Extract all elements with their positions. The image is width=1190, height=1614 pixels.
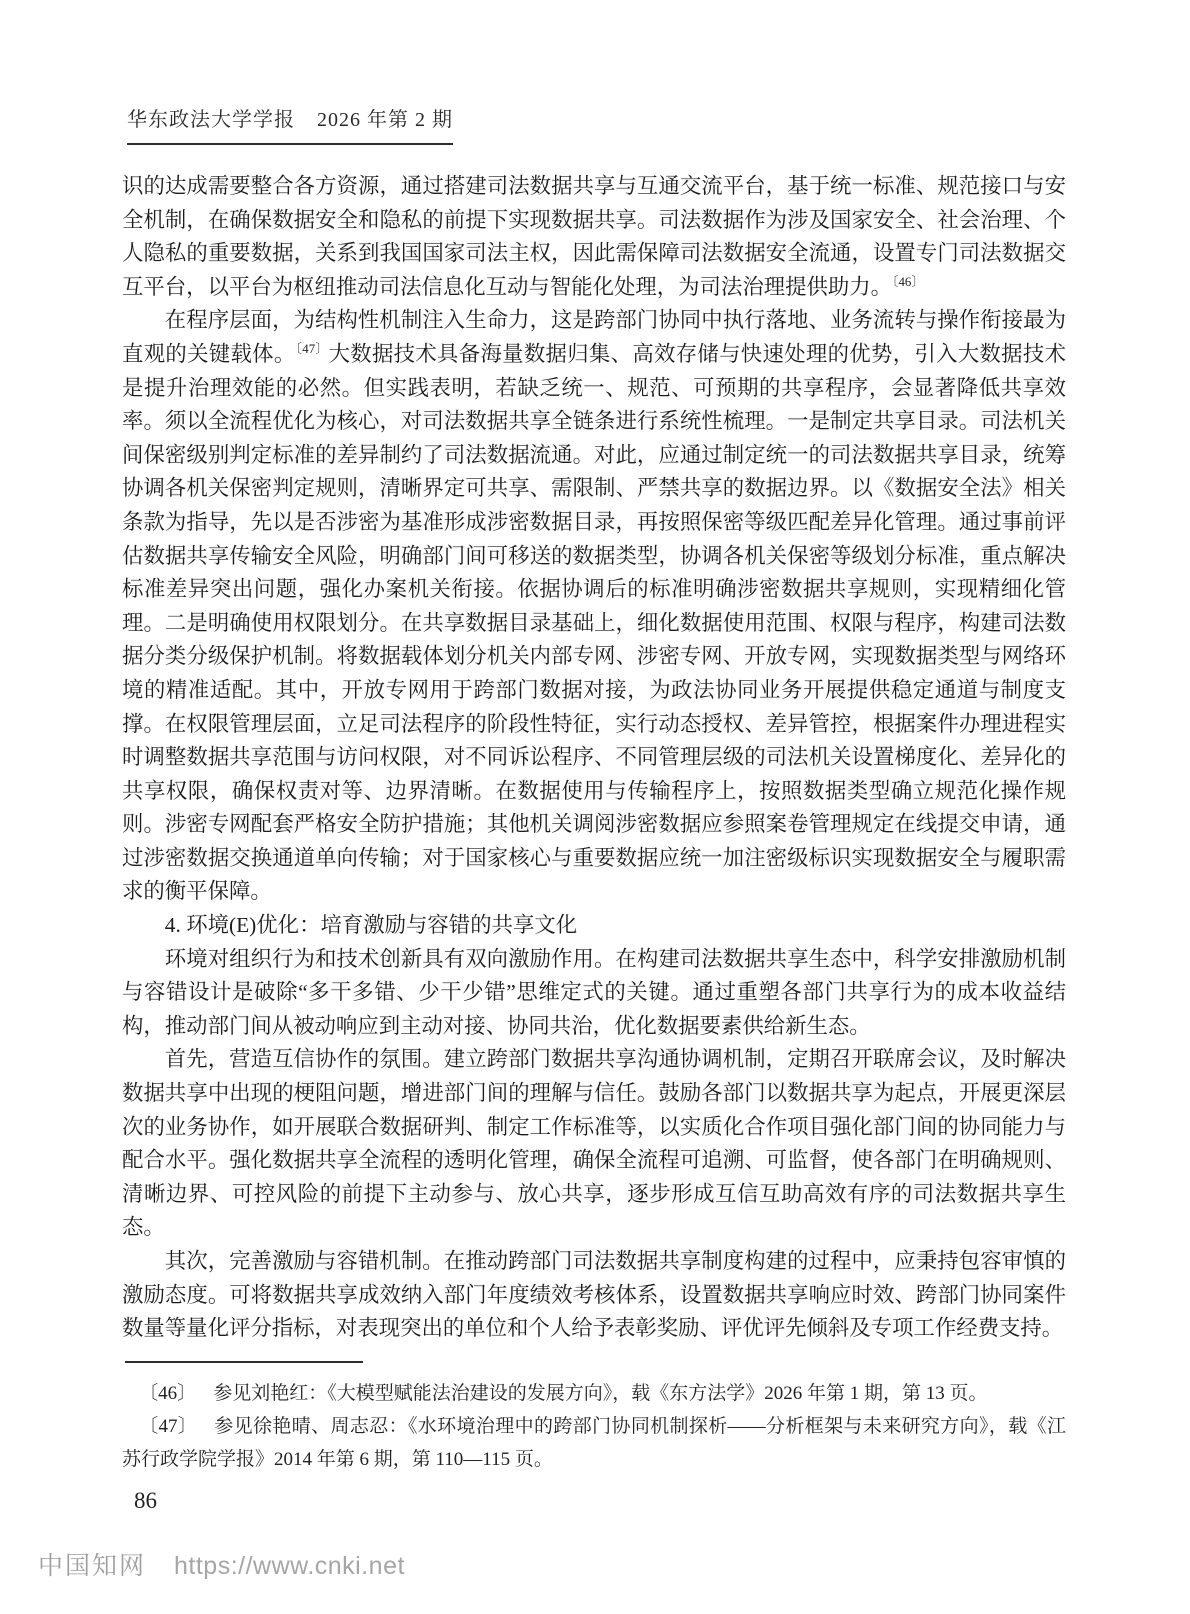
footnote-text: 参见徐艳晴、周志忍：《水环境治理中的跨部门协同机制探析——分析框架与未来研究方向》，载《江苏行政学院学报》2014 年第 6 期，第 110—115 页。	[122, 1416, 1066, 1470]
cnki-watermark	[38, 1546, 405, 1582]
body-paragraph: 在程序层面，为结构性机制注入生命力，这是跨部门协同中执行落地、业务流转与操作衔接最为直观的关键载体。$^{〔47〕}$大数据技术具备海量数据归集、高效存储与快速处理的优势，引入大数据技术是提升治理效能的必然。但实践表明，若缺乏统一、规范、可预期的共享程序，会显著降低共享效率。须以全流程优化为核心，对司法数据共享全链条进行系统性梳理。一是制定共享目录。司法机关间保密级别判定标准的差异制约了司法数据流通。对此，应通过制定统一的司法数据共享目录，统筹协调各机关保密判定规则，清晰界定可共享、需限制、严禁共享的数据边界。以《数据安全法》相关条款为指导，先以是否涉密为基准形成涉密数据目录，再按照保密等级匹配差异化管理。通过事前评估数据共享传输安全风险，明确部门间可移送的数据类型，协调各机关保密等级划分标准，重点解决标准差异突出问题，强化办案机关衔接。依据协调后的标准明确涉密数据共享规则，实现精细化管理。二是明确使用权限划分。在共享数据目录基础上，细化数据使用范围、权限与程序，构建司法数据分类分级保护机制。将数据载体划分机关内部专网、涉密专网、开放专网，实现数据类型与网络环境的精准适配。其中，开放专网用于跨部门数据对接，为政法协同业务开展提供稳定通道与制度支撑。在权限管理层面，立足司法程序的阶段性特征，实行动态授权、差异管控，根据案件办理进程实时调整数据共享范围与访问权限，对不同诉讼程序、不同管理层级的司法机关设置梯度化、差异化的共享权限，确保权责对等、边界清晰。在数据使用与传输程序上，按照数据类型确立规范化操作规则。涉密专网配套严格安全防护措施；其他机关调阅涉密数据应参照案卷管理规定在线提交申请，通过涉密数据交换通道单向传输；对于国家核心与重要数据应统一加注密级标识实现数据安全与履职需求的衡平保障。	[122, 308, 1066, 904]
footnote-46	[122, 1377, 1066, 1410]
section-heading: 4. 环境(E)优化：培育激励与容错的共享文化	[164, 913, 578, 938]
issue-label: 2026 年第 2 期	[317, 109, 453, 131]
body-paragraph: 识的达成需要整合各方资源，通过搭建司法数据共享与互通交流平台，基于统一标准、规范接口与安全机制，在确保数据安全和隐私的前提下实现数据共享。司法数据作为涉及国家安全、社会治理、个人隐私的重要数据，关系到我国国家司法主权，因此需保障司法数据安全流通，设置专门司法数据交互平台，以平台为枢纽推动司法信息化互动与智能化处理，为司法治理提供助力。$^{〔46〕}$	[122, 174, 1066, 299]
footnote-marker: 〔47〕	[139, 1416, 198, 1437]
footnote-ref: 〔47〕	[295, 341, 329, 356]
footnote-47	[122, 1410, 1066, 1476]
footnotes-section	[122, 1377, 1066, 1476]
article-body	[122, 170, 1066, 1346]
body-paragraph: 其次，完善激励与容错机制。在推动跨部门司法数据共享制度构建的过程中，应秉持包容审慎的激励态度。可将数据共享成效纳入部门年度绩效考核体系，设置数据共享响应时效、跨部门协同案件数量等量化评分指标，对表现突出的单位和个人给予表彰奖励、评优评先倾斜及专项工作经费支持。	[122, 1249, 1066, 1341]
body-paragraph: 环境对组织行为和技术创新具有双向激励作用。在构建司法数据共享生态中，科学安排激励机制与容错设计是破除“多干多错、少干少错”思维定式的关键。通过重塑各部门共享行为的成本收益结构，推动部门间从被动响应到主动对接、协同共治，优化数据要素供给新生态。	[122, 946, 1066, 1038]
cnki-url-text: https://www.cnki.net	[174, 1552, 405, 1580]
footnote-text: 参见刘艳红：《大模型赋能法治建设的发展方向》，载《东方法学》2026 年第 1 期，第 13 页。	[213, 1383, 988, 1404]
running-head	[127, 106, 453, 145]
footnote-ref: 〔46〕	[892, 274, 925, 289]
footnote-marker: 〔46〕	[139, 1383, 197, 1404]
body-paragraph: 首先，营造互信协作的氛围。建立跨部门数据共享沟通协调机制，定期召开联席会议，及时解决数据共享中出现的梗阻问题，增进部门间的理解与信任。鼓励各部门以数据共享为起点，开展更深层次的业务协作，如开展联合数据研判、制定工作标准等，以实质化合作项目强化部门间的协同能力与配合水平。强化数据共享全流程的透明化管理，确保全流程可追溯、可监督，使各部门在明确规则、清晰边界、可控风险的前提下主动参与、放心共享，逐步形成互信互助高效有序的司法数据共享生态。	[122, 1047, 1066, 1240]
page-number: 86	[134, 1488, 157, 1513]
cnki-brand-text: 中国知网	[38, 1552, 147, 1580]
journal-title: 华东政法大学学报	[127, 109, 295, 131]
footnote-separator	[125, 1361, 363, 1363]
